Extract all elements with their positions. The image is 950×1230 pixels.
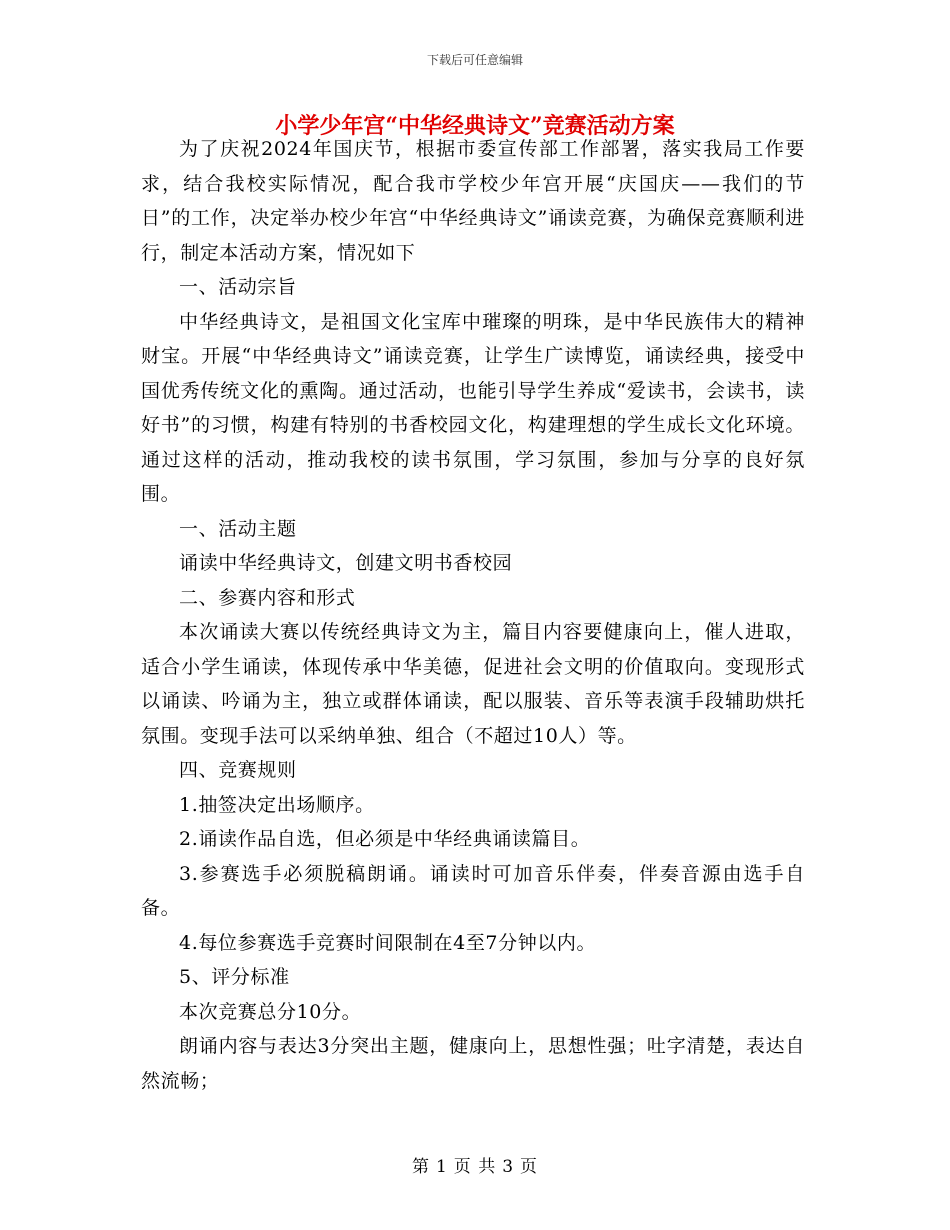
rule-item: 3.参赛选手必须脱稿朗诵。诵读时可加音乐伴奏，伴奏音源由选手自备。 [141, 862, 805, 919]
page-header: 下载后可任意编辑 [426, 53, 523, 67]
page-total: 3 [502, 1157, 515, 1177]
intro-paragraph: 为了庆祝2024年国庆节，根据市委宣传部工作部署，落实我局工作要求，结合我校实际情况，配合我市学校少年宫开展“庆国庆——我们的节日”的工作，决定举办校少年宫“中华经典诗文”诵读竞赛，为确保竞赛顺利进行，制定本活动方案，情况如下 [141, 138, 805, 264]
section-heading: 5、评分标准 [179, 966, 290, 988]
section-heading: 二、参赛内容和形式 [179, 586, 356, 609]
body-paragraph: 诵读中华经典诗文，创建文明书香校园 [179, 552, 513, 574]
page-prefix: 第 [411, 1157, 430, 1177]
body-paragraph: 本次竞赛总分10分。 [179, 1000, 362, 1023]
body-paragraph: 朗诵内容与表达3分突出主题，健康向上，思想性强；吐字清楚，表达自然流畅； [141, 1035, 805, 1092]
page-middle: 页 共 [453, 1157, 497, 1177]
page-footer [0, 1155, 950, 1179]
document-body [141, 132, 805, 1098]
rule-item: 1.抽签决定出场顺序。 [179, 793, 375, 816]
section-heading: 四、竞赛规则 [179, 759, 297, 781]
rule-item: 4.每位参赛选手竞赛时间限制在4至7分钟以内。 [179, 931, 597, 954]
page-current: 1 [435, 1157, 448, 1177]
body-paragraph: 本次诵读大赛以传统经典诗文为主，篇目内容要健康向上，催人进取，适合小学生诵读，体现传承中华美德，促进社会文明的价值取向。变现形式以诵读、吟诵为主，独立或群体诵读，配以服装、音乐等表演手段辅助烘托氛围。变现手法可以采纳单独、组合（不超过10人）等。 [141, 621, 805, 747]
rule-item: 2.诵读作品自选，但必须是中华经典诵读篇目。 [179, 828, 591, 850]
body-paragraph: 中华经典诗文，是祖国文化宝库中璀璨的明珠，是中华民族伟大的精神财宝。开展“中华经典诗文”诵读竞赛，让学生广读博览，诵读经典，接受中国优秀传统文化的熏陶。通过活动，也能引导学生养成“爱读书，会读书，读好书”的习惯，构建有特别的书香校园文化，构建理想的学生成长文化环境。通过这样的活动，推动我校的读书氛围，学习氛围，参加与分享的良好氛围。 [141, 310, 805, 505]
document-title: 小学少年宫“中华经典诗文”竞赛活动方案 [275, 113, 675, 139]
section-heading: 一、活动主题 [179, 517, 297, 540]
page-suffix: 页 [520, 1157, 539, 1177]
section-heading: 一、活动宗旨 [179, 276, 297, 298]
